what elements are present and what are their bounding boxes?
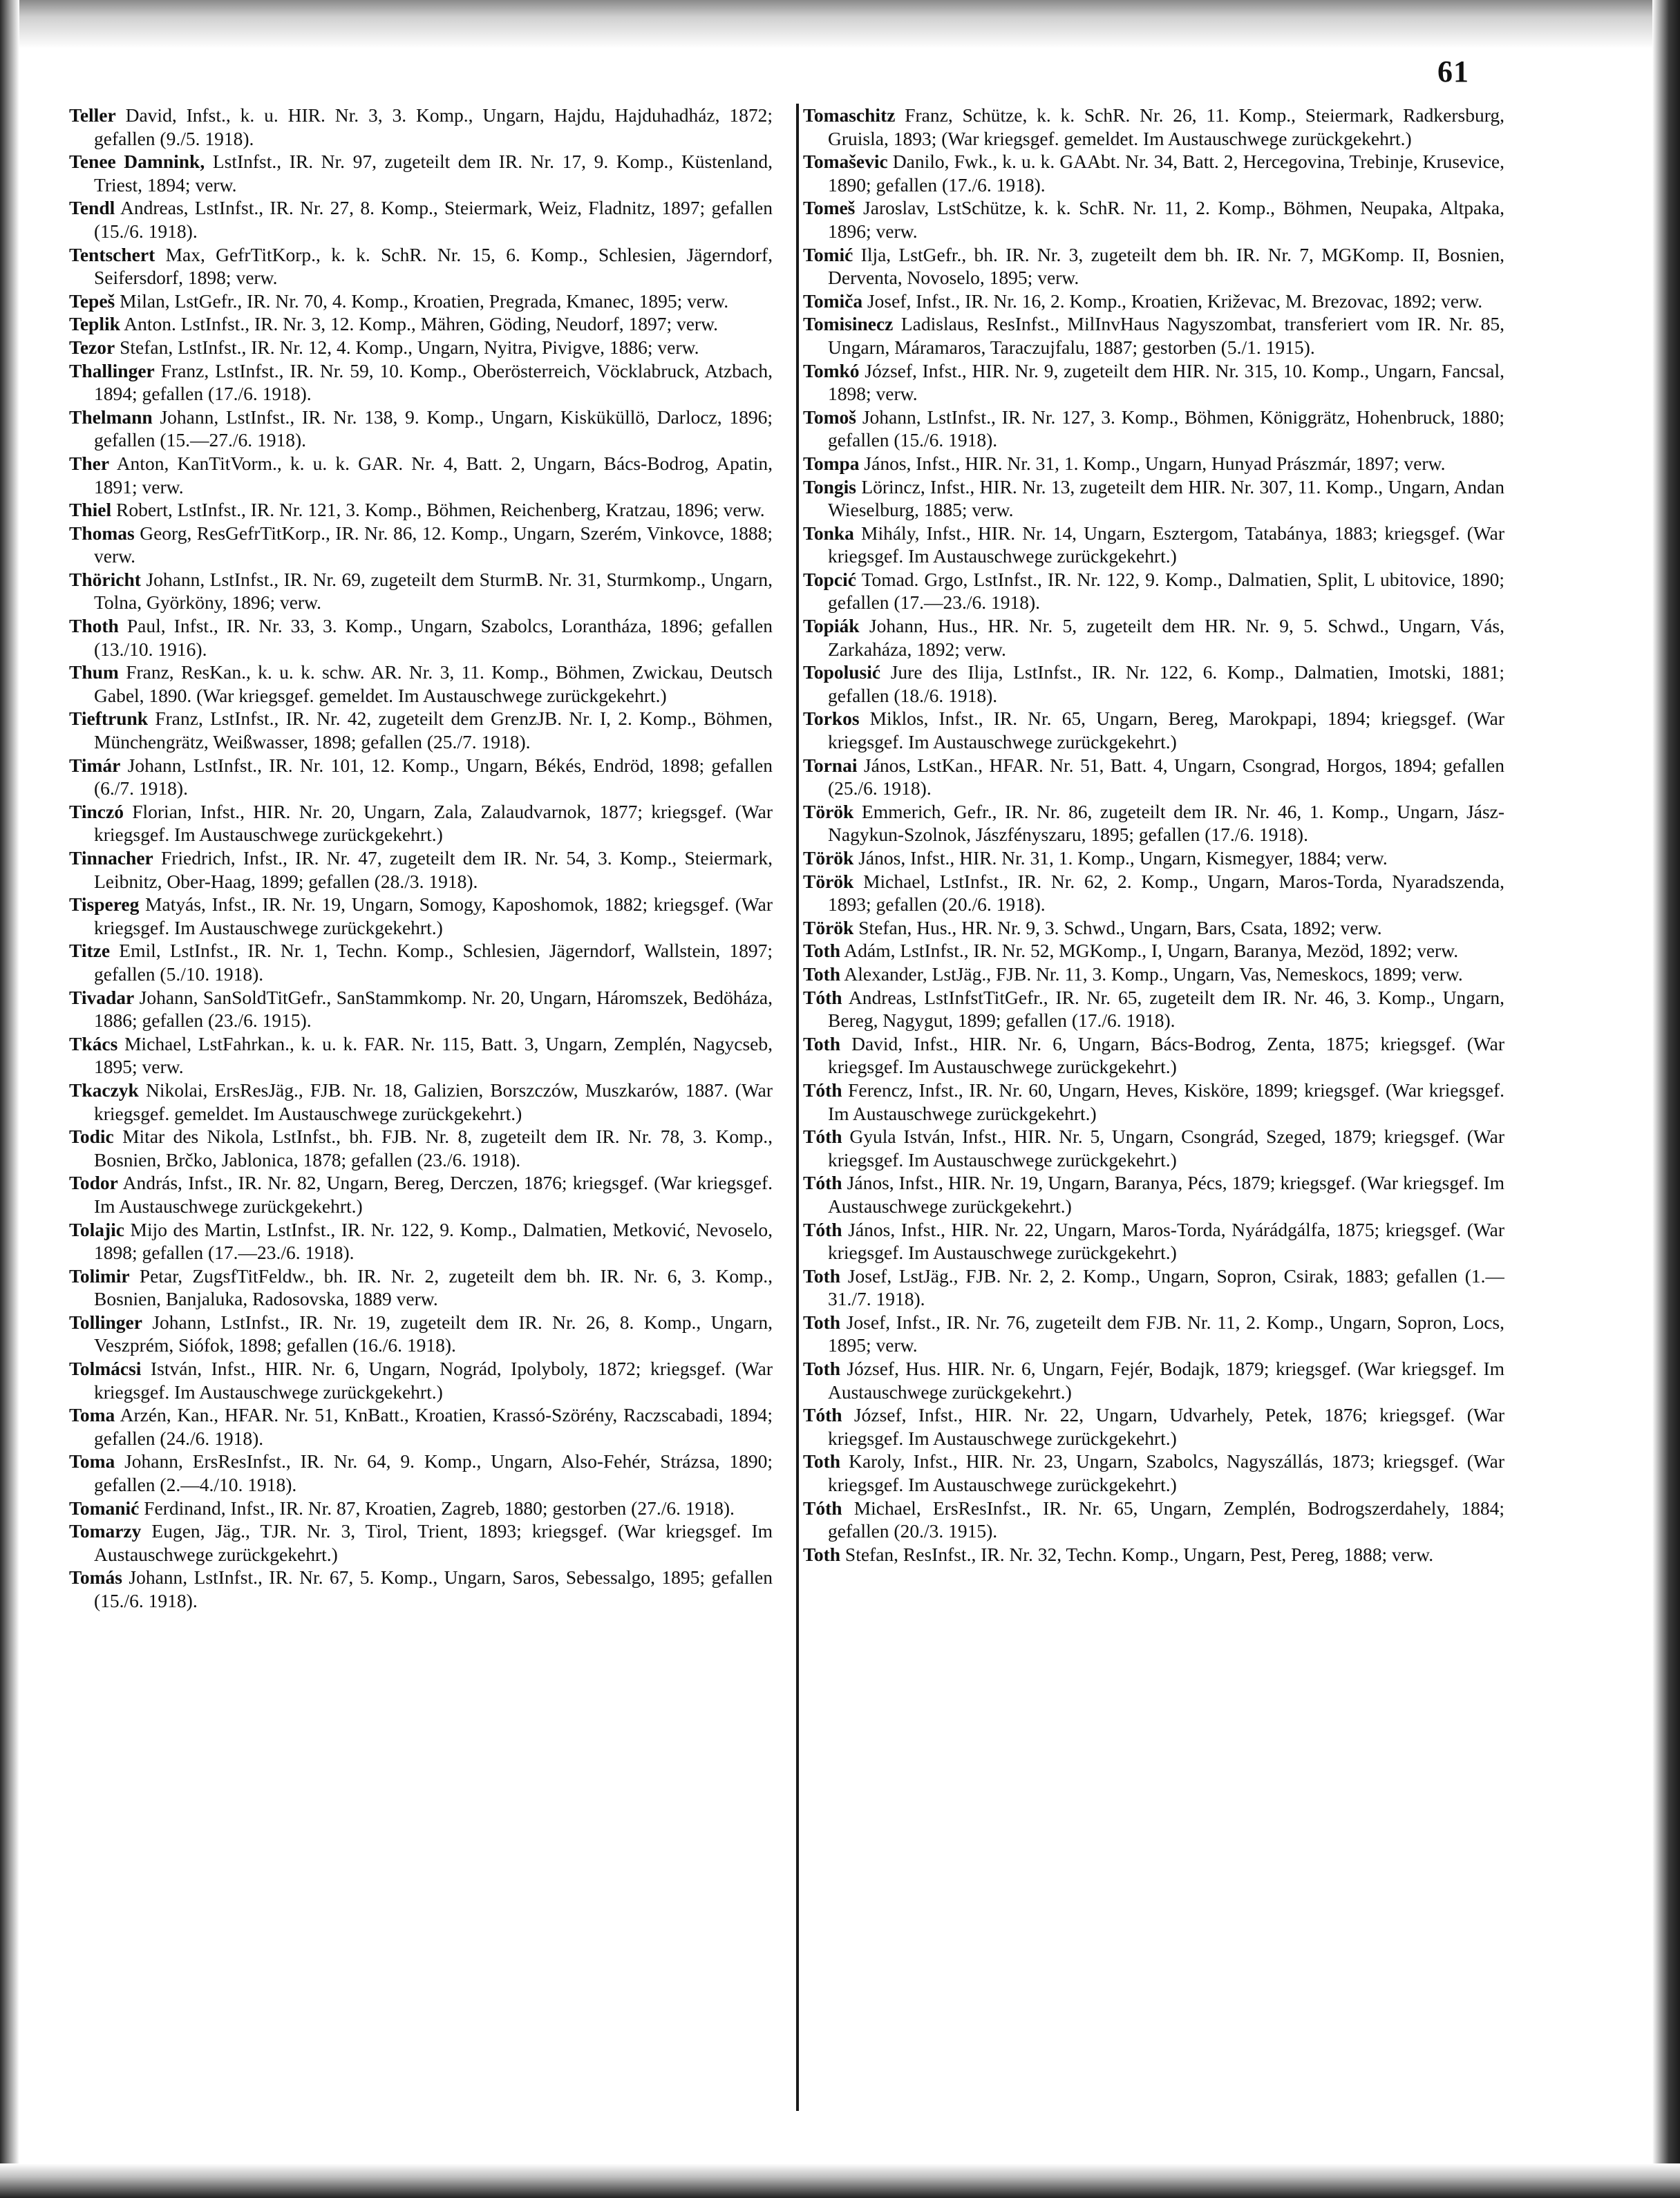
casualty-entry [803, 1079, 1504, 1125]
entry-surname: Tolajic [69, 1218, 124, 1240]
entry-details: Mijo des Martin, LstInfst., IR. Nr. 122, 9. Komp., Dalmatien, Metković, Nevoselo, 1898; gefallen (17.—23./6. 1918). [94, 1218, 773, 1264]
entry-surname: Tezor [69, 336, 115, 358]
entry-details: Mihály, Infst., HIR. Nr. 14, Ungarn, Esztergom, Tatabánya, 1883; kriegsgef. (War kriegsgef. Im Austauschwege zurückgekehrt.) [828, 522, 1504, 567]
entry-details: Gyula István, Infst., HIR. Nr. 5, Ungarn, Csongrád, Szeged, 1879; kriegsgef. (War kriegsgef. Im Austauschwege zurückgekehrt.) [828, 1126, 1504, 1171]
casualty-entry [803, 1264, 1504, 1311]
casualty-entry [803, 661, 1504, 707]
entry-details: János, Infst., HIR. Nr. 22, Ungarn, Maros-Torda, Nyárádgálfa, 1875; kriegsgef. (War kriegsgef. Im Austauschwege zurückgekehrt.) [828, 1218, 1504, 1264]
entry-details: Johann, SanSoldTitGefr., SanStammkomp. Nr. 20, Ungarn, Háromszek, Bedöháza, 1886; gefallen (23./6. 1915). [94, 986, 773, 1032]
entry-details: Ferdinand, Infst., IR. Nr. 87, Kroatien, Zagreb, 1880; gestorben (27./6. 1918). [144, 1497, 735, 1519]
entry-details: János, Infst., HIR. Nr. 19, Ungarn, Baranya, Pécs, 1879; kriegsgef. (War kriegsgef. Im Austauschwege zurückgekehrt.) [828, 1172, 1504, 1217]
entry-details: Robert, LstInfst., IR. Nr. 121, 3. Komp., Böhmen, Reichenberg, Kratzau, 1896; verw. [116, 499, 765, 521]
entry-surname: Toth [803, 1264, 841, 1287]
entry-details: Georg, ResGefrTitKorp., IR. Nr. 86, 12. Komp., Ungarn, Szerém, Vinkovce, 1888; verw. [94, 522, 773, 567]
casualty-entry [803, 800, 1504, 846]
entry-details: József, Infst., HIR. Nr. 9, zugeteilt dem HIR. Nr. 315, 10. Komp., Ungarn, Fancsal, 1898; verw. [828, 359, 1504, 405]
entry-details: Emil, LstInfst., IR. Nr. 1, Techn. Komp., Schlesien, Jägerndorf, Wallstein, 1897; gefallen (5./10. 1918). [94, 940, 773, 985]
entry-details: Johann, ErsResInfst., IR. Nr. 64, 9. Komp., Ungarn, Also-Fehér, Strázsa, 1890; gefallen (2.—4./10. 1918). [94, 1450, 773, 1496]
entry-details: Eugen, Jäg., TJR. Nr. 3, Tirol, Trient, 1893; kriegsgef. (War kriegsgef. Im Austauschwege zurückgekehrt.) [94, 1520, 773, 1565]
entry-details: Lörincz, Infst., HIR. Nr. 13, zugeteilt dem HIR. Nr. 307, 11. Komp., Ungarn, Andan Wieselburg, 1885; verw. [828, 475, 1504, 521]
entry-surname: Tomoš [803, 406, 856, 428]
entry-surname: Thoth [69, 615, 119, 637]
casualty-entry [69, 150, 773, 196]
entry-surname: Tomiča [803, 290, 863, 312]
entry-surname: Tóth [803, 1497, 842, 1519]
entry-details: Paul, Infst., IR. Nr. 33, 3. Komp., Ungarn, Szabolcs, Lorantháza, 1896; gefallen (13./10. 1916). [94, 615, 773, 660]
casualty-entry [69, 498, 773, 522]
casualty-entry [803, 104, 1504, 150]
entry-surname: Tonka [803, 522, 854, 544]
entry-surname: Tóth [803, 1172, 842, 1194]
scan-shadow-top [0, 0, 1680, 48]
entry-surname: Toth [803, 1450, 841, 1472]
entry-details: József, Hus. HIR. Nr. 6, Ungarn, Fejér, Bodajk, 1879; kriegsgef. (War kriegsgef. Im Austauschwege zurückgekehrt.) [828, 1358, 1504, 1403]
entry-details: David, Infst., HIR. Nr. 6, Ungarn, Bács-Bodrog, Zenta, 1875; kriegsgef. (War kriegsgef. Im Austauschwege zurückgekehrt.) [828, 1032, 1504, 1078]
entry-surname: Tieftrunk [69, 708, 149, 730]
entry-details: Friedrich, Infst., IR. Nr. 47, zugeteilt dem IR. Nr. 54, 3. Komp., Steiermark, Leibnitz, Ober-Haag, 1899; gefallen (28./3. 1918). [94, 847, 773, 892]
casualty-entry [803, 846, 1504, 870]
entry-surname: Tentschert [69, 243, 155, 265]
entry-details: Jure des Ilija, LstInfst., IR. Nr. 122, 6. Komp., Dalmatien, Imotski, 1881; gefallen (18./6. 1918). [828, 661, 1504, 706]
entry-surname: Tomić [803, 243, 853, 265]
entry-surname: Tomanić [69, 1497, 140, 1519]
casualty-entry [803, 1450, 1504, 1496]
entry-details: Johann, LstInfst., IR. Nr. 101, 12. Komp., Ungarn, Békés, Endröd, 1898; gefallen (6./7. 1918). [94, 754, 773, 799]
entry-surname: Tóth [803, 1079, 842, 1101]
casualty-entry [803, 986, 1504, 1032]
casualty-entry [69, 1032, 773, 1079]
entry-details: Josef, Infst., IR. Nr. 16, 2. Komp., Kroatien, Križevac, M. Brezovac, 1892; verw. [867, 290, 1483, 312]
casualty-entry [803, 522, 1504, 568]
casualty-entry [69, 336, 773, 359]
entry-details: Franz, Schütze, k. k. SchR. Nr. 26, 11. Komp., Steiermark, Radkersburg, Gruisla, 1893; (War kriegsgef. gemeldet. Im Austauschwege zurückgekehrt.) [828, 104, 1504, 149]
entry-details: Anton. LstInfst., IR. Nr. 3, 12. Komp., Mähren, Göding, Neudorf, 1897; verw. [124, 313, 719, 335]
casualty-entry [69, 522, 773, 568]
entry-details: András, Infst., IR. Nr. 82, Ungarn, Bereg, Derczen, 1876; kriegsgef. (War kriegsgef. Im Austauschwege zurückgekehrt.) [94, 1172, 773, 1217]
casualty-entry [69, 196, 773, 243]
casualty-entry [803, 916, 1504, 940]
casualty-entry [69, 1403, 773, 1450]
entry-details: Danilo, Fwk., k. u. k. GAAbt. Nr. 34, Batt. 2, Hercegovina, Trebinje, Krusevice, 1890; gefallen (17./6. 1918). [828, 151, 1504, 196]
entry-surname: Thum [69, 661, 119, 683]
entry-details: Stefan, ResInfst., IR. Nr. 32, Techn. Komp., Ungarn, Pest, Pereg, 1888; verw. [844, 1543, 1434, 1565]
entry-details: LstInfst., IR. Nr. 97, zugeteilt dem IR. Nr. 17, 9. Komp., Küstenland, Triest, 1894; verw. [94, 151, 773, 196]
entry-surname: Tendl [69, 197, 115, 219]
casualty-entry [803, 1171, 1504, 1218]
entry-surname: Tóth [803, 1218, 842, 1240]
entry-surname: Tkaczyk [69, 1079, 139, 1101]
casualty-entry [803, 963, 1504, 986]
casualty-entry [803, 312, 1504, 359]
entry-surname: Thöricht [69, 568, 141, 590]
entry-surname: Toth [803, 1358, 841, 1380]
casualty-entry [69, 707, 773, 753]
entry-details: Michael, ErsResInfst., IR. Nr. 65, Ungarn, Zemplén, Bodrogszerdahely, 1884; gefallen (20./3. 1915). [828, 1497, 1504, 1542]
casualty-entry [803, 475, 1504, 522]
entry-details: Max, GefrTitKorp., k. k. SchR. Nr. 15, 6. Komp., Schlesien, Jägerndorf, Seifersdorf, 1898; verw. [94, 243, 773, 289]
entry-details: Milan, LstGefr., IR. Nr. 70, 4. Komp., Kroatien, Pregrada, Kmanec, 1895; verw. [120, 290, 729, 312]
casualty-entry [803, 1311, 1504, 1357]
entry-details: János, Infst., HIR. Nr. 31, 1. Komp., Ungarn, Hunyad Prászmár, 1897; verw. [864, 452, 1446, 474]
entry-details: Johann, LstInfst., IR. Nr. 127, 3. Komp., Böhmen, Königgrätz, Hohenbruck, 1880; gefallen (15./6. 1918). [828, 406, 1504, 451]
casualty-entry [69, 568, 773, 614]
entry-surname: Tomaševic [803, 151, 888, 173]
entry-details: Ladislaus, ResInfst., MilInvHaus Nagyszombat, transferiert vom IR. Nr. 85, Ungarn, Máramaros, Taraczujfalu, 1887; gestorben (5./1. 1915). [828, 313, 1504, 358]
casualty-entry [803, 1497, 1504, 1543]
casualty-entry [69, 1357, 773, 1403]
entry-surname: Török [803, 916, 854, 938]
casualty-entry [803, 196, 1504, 243]
entry-surname: Tolmácsi [69, 1358, 142, 1380]
casualty-entry [803, 707, 1504, 753]
entry-details: Arzén, Kan., HFAR. Nr. 51, KnBatt., Kroatien, Krassó-Szörény, Raczscabadi, 1894; gefallen (24./6. 1918). [94, 1404, 773, 1449]
casualty-entry [69, 1218, 773, 1264]
scan-shadow-bottom [0, 2163, 1680, 2198]
casualty-entry [69, 406, 773, 452]
casualty-entry [803, 1032, 1504, 1079]
casualty-entry [69, 939, 773, 985]
entry-surname: Toth [803, 963, 841, 985]
casualty-entry [69, 800, 773, 846]
entry-surname: Ther [69, 452, 110, 474]
entry-details: Josef, LstJäg., FJB. Nr. 2, 2. Komp., Ungarn, Sopron, Csirak, 1883; gefallen (1.—31./7. 1918). [828, 1264, 1504, 1310]
entry-surname: Tongis [803, 475, 856, 498]
casualty-entry [69, 846, 773, 893]
entry-details: Miklos, Infst., IR. Nr. 65, Ungarn, Bereg, Marokpapi, 1894; kriegsgef. (War kriegsgef. Im Austauschwege zurückgekehrt.) [828, 708, 1504, 753]
casualty-entry [69, 1311, 773, 1357]
casualty-entry [803, 1403, 1504, 1450]
casualty-entry [69, 893, 773, 939]
entry-surname: Tkács [69, 1032, 118, 1054]
entry-details: Franz, ResKan., k. u. k. schw. AR. Nr. 3, 11. Komp., Böhmen, Zwickau, Deutsch Gabel, 1890. (War kriegsgef. gemeldet. Im Austauschwege zurückgekehrt.) [94, 661, 773, 706]
casualty-entry [69, 614, 773, 661]
entry-details: Ferencz, Infst., IR. Nr. 60, Ungarn, Heves, Kisköre, 1899; kriegsgef. (War kriegsgef. Im Austauschwege zurückgekehrt.) [828, 1079, 1504, 1124]
casualty-entry [803, 870, 1504, 916]
entry-surname: Toth [803, 940, 841, 962]
entry-details: Nikolai, ErsResJäg., FJB. Nr. 18, Galizien, Borszczów, Muszkarów, 1887. (War kriegsgef. gemeldet. Im Austauschwege zurückgekehrt.) [94, 1079, 773, 1124]
entry-surname: Topolusić [803, 661, 881, 683]
entry-details: Stefan, LstInfst., IR. Nr. 12, 4. Komp., Ungarn, Nyitra, Pivigve, 1886; verw. [120, 336, 699, 358]
casualty-entry [69, 661, 773, 707]
entry-surname: Titze [69, 940, 111, 962]
entry-details: Jaroslav, LstSchütze, k. k. SchR. Nr. 11, 2. Komp., Böhmen, Neupaka, Altpaka, 1896; verw. [828, 197, 1504, 242]
casualty-entry [803, 406, 1504, 452]
entry-details: István, Infst., HIR. Nr. 6, Ungarn, Nográd, Ipolyboly, 1872; kriegsgef. (War kriegsgef. Im Austauschwege zurückgekehrt.) [94, 1358, 773, 1403]
casualty-entry [69, 1497, 773, 1520]
casualty-entry [69, 452, 773, 498]
casualty-entry [69, 1171, 773, 1218]
entry-details: Johann, LstInfst., IR. Nr. 67, 5. Komp., Ungarn, Saros, Sebessalgo, 1895; gefallen (15./6. 1918). [94, 1566, 773, 1611]
casualty-entry [69, 290, 773, 313]
entry-details: Stefan, Hus., HR. Nr. 9, 3. Schwd., Ungarn, Bars, Csata, 1892; verw. [858, 916, 1382, 938]
entry-surname: Tomeš [803, 197, 856, 219]
casualty-entry [803, 568, 1504, 614]
scan-shadow-left [0, 0, 19, 2198]
entry-details: Tomad. Grgo, LstInfst., IR. Nr. 122, 9. Komp., Dalmatien, Split, L ubitovice, 1890; gefallen (17.—23./6. 1918). [828, 568, 1504, 614]
casualty-entry [803, 359, 1504, 406]
entry-details: Franz, LstInfst., IR. Nr. 42, zugeteilt dem GrenzJB. Nr. I, 2. Komp., Böhmen, Münchengrätz, Weißwasser, 1898; gefallen (25./7. 1918). [94, 708, 773, 753]
casualty-entry [69, 312, 773, 336]
entry-surname: Tomkó [803, 359, 860, 381]
entry-details: Mitar des Nikola, LstInfst., bh. FJB. Nr. 8, zugeteilt dem IR. Nr. 78, 3. Komp., Bosnien, Brčko, Jablonica, 1878; gefallen (23./6. 1918). [94, 1126, 773, 1171]
entry-details: Johann, LstInfst., IR. Nr. 19, zugeteilt dem IR. Nr. 26, 8. Komp., Ungarn, Veszprém, Siófok, 1898; gefallen (16./6. 1918). [94, 1311, 773, 1356]
entry-details: János, LstKan., HFAR. Nr. 51, Batt. 4, Ungarn, Csongrad, Horgos, 1894; gefallen (25./6. 1918). [828, 754, 1504, 799]
entry-details: Matyás, Infst., IR. Nr. 19, Ungarn, Somogy, Kaposhomok, 1882; kriegsgef. (War kriegsgef. Im Austauschwege zurückgekehrt.) [94, 893, 773, 938]
entry-details: János, Infst., HIR. Nr. 31, 1. Komp., Ungarn, Kismegyer, 1884; verw. [858, 847, 1388, 869]
entry-surname: Tinczó [69, 800, 124, 822]
entry-surname: Tollinger [69, 1311, 142, 1333]
entry-surname: Topiák [803, 615, 860, 637]
entry-surname: Thallinger [69, 359, 155, 381]
entry-surname: Tispereg [69, 893, 140, 916]
casualty-entry [69, 359, 773, 406]
entry-surname: Toth [803, 1543, 841, 1565]
casualty-entry [69, 104, 773, 150]
casualty-entry [803, 939, 1504, 963]
entry-details: Petar, ZugsfTitFeldw., bh. IR. Nr. 2, zugeteilt dem bh. IR. Nr. 6, 3. Komp., Bosnien, Banjaluka, Radosovska, 1889 verw. [94, 1264, 773, 1310]
casualty-entry [803, 754, 1504, 800]
entry-surname: Tomaschitz [803, 104, 896, 126]
entry-surname: Tornai [803, 754, 858, 776]
entry-details: Johann, LstInfst., IR. Nr. 69, zugeteilt dem SturmB. Nr. 31, Sturmkomp., Ungarn, Tolna, Györköny, 1896; verw. [94, 568, 773, 614]
entry-surname: Tivadar [69, 986, 135, 1008]
entry-surname: Toma [69, 1450, 115, 1472]
entry-surname: Thiel [69, 499, 112, 521]
entry-surname: Tompa [803, 452, 860, 474]
casualty-entry [803, 1543, 1504, 1566]
entry-details: Franz, LstInfst., IR. Nr. 59, 10. Komp., Oberösterreich, Vöcklabruck, Atzbach, 1894; gefallen (17./6. 1918). [94, 359, 773, 405]
entry-surname: Thomas [69, 522, 135, 544]
entry-details: Anton, KanTitVorm., k. u. k. GAR. Nr. 4, Batt. 2, Ungarn, Bács-Bodrog, Apatin, 1891; verw. [94, 452, 773, 498]
casualty-entry [69, 1566, 773, 1612]
casualty-entry [69, 1079, 773, 1125]
entry-surname: Toth [803, 1032, 841, 1054]
casualty-entry [69, 1264, 773, 1311]
casualty-entry [803, 243, 1504, 290]
casualty-entry [69, 986, 773, 1032]
entry-details: Josef, Infst., IR. Nr. 76, zugeteilt dem FJB. Nr. 11, 2. Komp., Ungarn, Sopron, Locs, 1895; verw. [828, 1311, 1504, 1356]
casualty-entry [69, 1125, 773, 1171]
entry-surname: Topcić [803, 568, 856, 590]
entry-surname: Török [803, 847, 854, 869]
casualty-entry [803, 614, 1504, 661]
casualty-entry [803, 150, 1504, 196]
column-divider [796, 104, 799, 2111]
entry-details: Alexander, LstJäg., FJB. Nr. 11, 3. Komp., Ungarn, Vas, Nemeskocs, 1899; verw. [844, 963, 1463, 985]
entry-surname: Tolimir [69, 1264, 130, 1287]
entry-surname: Toth [803, 1311, 841, 1333]
entry-details: Ilja, LstGefr., bh. IR. Nr. 3, zugeteilt dem bh. IR. Nr. 7, MGKomp. II, Bosnien, Derventa, Novoselo, 1895; verw. [828, 243, 1504, 289]
entry-surname: Török [803, 800, 854, 822]
entry-surname: Tóth [803, 1404, 842, 1426]
entry-surname: Tinnacher [69, 847, 153, 869]
scan-shadow-right [1652, 0, 1680, 2198]
entry-surname: Tepeš [69, 290, 115, 312]
entry-surname: Tomisinecz [803, 313, 894, 335]
entry-surname: Tomarzy [69, 1520, 142, 1542]
entry-surname: Tóth [803, 1126, 842, 1148]
entry-surname: Tenee Damnink, [69, 151, 205, 173]
entry-surname: Tóth [803, 986, 842, 1008]
casualty-entry [803, 1125, 1504, 1171]
entry-surname: Todor [69, 1172, 118, 1194]
casualty-entry [69, 243, 773, 290]
casualty-entry [803, 290, 1504, 313]
entry-surname: Thelmann [69, 406, 153, 428]
entry-surname: Timár [69, 754, 121, 776]
entry-details: Andreas, LstInfst., IR. Nr. 27, 8. Komp., Steiermark, Weiz, Fladnitz, 1897; gefallen (15./6. 1918). [94, 197, 773, 242]
entry-details: Adám, LstInfst., IR. Nr. 52, MGKomp., I, Ungarn, Baranya, Mezöd, 1892; verw. [844, 940, 1459, 962]
entry-details: Emmerich, Gefr., IR. Nr. 86, zugeteilt dem IR. Nr. 46, 1. Komp., Ungarn, Jász-Nagykun-Szolnok, Jászfényszaru, 1895; gefallen (17./6. 1918). [828, 800, 1504, 846]
entry-details: Karoly, Infst., HIR. Nr. 23, Ungarn, Szabolcs, Nagyszállás, 1873; kriegsgef. (War kriegsgef. Im Austauschwege zurückgekehrt.) [828, 1450, 1504, 1496]
entry-surname: Tomás [69, 1566, 122, 1589]
entry-surname: Török [803, 870, 854, 892]
entry-details: Andreas, LstInfstTitGefr., IR. Nr. 65, zugeteilt dem IR. Nr. 46, 3. Komp., Ungarn, Bereg, Nagygut, 1899; gefallen (17./6. 1918). [828, 986, 1504, 1032]
entry-surname: Toma [69, 1404, 115, 1426]
casualty-entry [803, 1357, 1504, 1403]
casualty-entry [69, 1519, 773, 1566]
right-column [803, 104, 1504, 2111]
entry-details: Florian, Infst., HIR. Nr. 20, Ungarn, Zala, Zalaudvarnok, 1877; kriegsgef. (War kriegsgef. Im Austauschwege zurückgekehrt.) [94, 800, 773, 846]
casualty-entry [803, 1218, 1504, 1264]
left-column [69, 104, 773, 2111]
casualty-entry [803, 452, 1504, 475]
entry-details: David, Infst., k. u. HIR. Nr. 3, 3. Komp., Ungarn, Hajdu, Hajduhadház, 1872; gefallen (9./5. 1918). [94, 104, 773, 149]
casualty-entry [69, 754, 773, 800]
entry-surname: Todic [69, 1126, 114, 1148]
entry-surname: Torkos [803, 708, 860, 730]
entry-surname: Teplik [69, 313, 120, 335]
entry-details: József, Infst., HIR. Nr. 22, Ungarn, Udvarhely, Petek, 1876; kriegsgef. (War kriegsgef. Im Austauschwege zurückgekehrt.) [828, 1404, 1504, 1449]
page-number: 61 [1437, 55, 1469, 88]
entry-details: Michael, LstFahrkan., k. u. k. FAR. Nr. 115, Batt. 3, Ungarn, Zemplén, Nagycseb, 1895; verw. [94, 1032, 773, 1078]
casualty-entry [69, 1450, 773, 1496]
entry-details: Johann, Hus., HR. Nr. 5, zugeteilt dem HR. Nr. 9, 5. Schwd., Ungarn, Vás, Zarkaháza, 1892; verw. [828, 615, 1504, 660]
entry-details: Johann, LstInfst., IR. Nr. 138, 9. Komp., Ungarn, Kisküküllö, Darlocz, 1896; gefallen (15.—27./6. 1918). [94, 406, 773, 451]
entry-details: Michael, LstInfst., IR. Nr. 62, 2. Komp., Ungarn, Maros-Torda, Nyaradszenda, 1893; gefallen (20./6. 1918). [828, 870, 1504, 916]
entry-surname: Teller [69, 104, 116, 126]
